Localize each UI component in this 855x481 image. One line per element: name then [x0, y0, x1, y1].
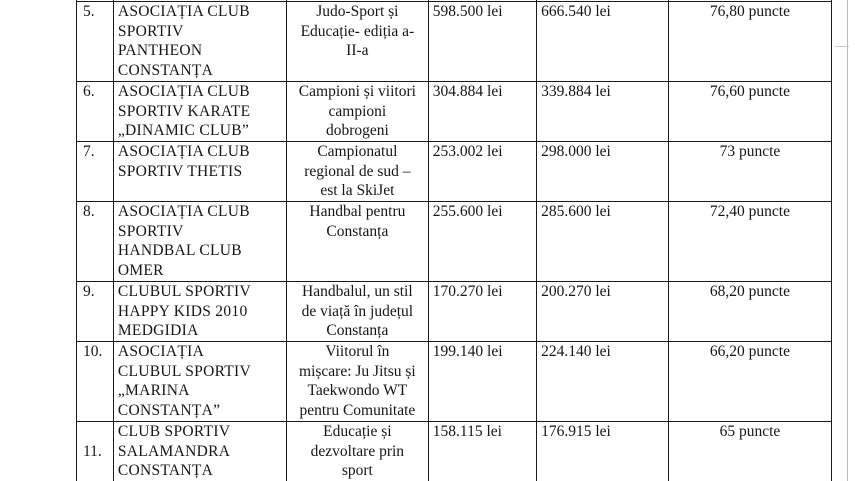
applicant-name: ASOCIAȚIA CLUB SPORTIV HANDBAL CLUB OMER [113, 202, 286, 282]
score: 72,40 puncte [668, 202, 831, 282]
total-value: 339.884 lei [537, 82, 669, 142]
amount-requested: 255.600 lei [428, 202, 536, 282]
project-title: Handbal pentru Constanța [286, 202, 428, 282]
row-number: 11. [77, 422, 114, 481]
total-value: 666.540 lei [537, 2, 669, 82]
applicant-name: ASOCIAȚIA CLUB SPORTIV THETIS [113, 142, 286, 202]
applicant-name: ASOCIAȚIA CLUBUL SPORTIV „MARINA CONSTANȚA” [113, 342, 286, 422]
amount-requested: 170.270 lei [428, 282, 536, 342]
total-value: 224.140 lei [537, 342, 669, 422]
table-row [77, 342, 832, 422]
score: 73 puncte [668, 142, 831, 202]
row-number: 9. [77, 282, 114, 342]
row-number: 8. [77, 202, 114, 282]
row-number: 7. [77, 142, 114, 202]
project-title: Judo-Sport și Educație- ediția a- II-a [286, 2, 428, 82]
table-row [77, 2, 832, 82]
project-title: Educație și dezvoltare prin sport [286, 422, 428, 481]
page-edge-mark [835, 46, 849, 47]
total-value: 285.600 lei [537, 202, 669, 282]
project-title: Campionatul regional de sud – est la SkiJet [286, 142, 428, 202]
amount-requested: 304.884 lei [428, 82, 536, 142]
project-title: Handbalul, un stil de viață în județul Constanța [286, 282, 428, 342]
amount-requested: 598.500 lei [428, 2, 536, 82]
table-row [77, 282, 832, 342]
amount-requested: 253.002 lei [428, 142, 536, 202]
score: 65 puncte [668, 422, 831, 481]
table-row [77, 82, 832, 142]
table-row [77, 202, 832, 282]
amount-requested: 199.140 lei [428, 342, 536, 422]
total-value: 298.000 lei [537, 142, 669, 202]
score: 66,20 puncte [668, 342, 831, 422]
amount-requested: 158.115 lei [428, 422, 536, 481]
page-edge [847, 0, 848, 481]
row-number: 5. [77, 2, 114, 82]
project-title: Campioni și viitori campioni dobrogeni [286, 82, 428, 142]
total-value: 176.915 lei [537, 422, 669, 481]
applicant-name: ASOCIAȚIA CLUB SPORTIV KARATE „DINAMIC CLUB” [113, 82, 286, 142]
table-row [77, 142, 832, 202]
applicant-name: ASOCIAȚIA CLUB SPORTIV PANTHEON CONSTANȚA [113, 2, 286, 82]
applicant-name: CLUBUL SPORTIV HAPPY KIDS 2010 MEDGIDIA [113, 282, 286, 342]
score: 76,60 puncte [668, 82, 831, 142]
total-value: 200.270 lei [537, 282, 669, 342]
score: 68,20 puncte [668, 282, 831, 342]
row-number: 6. [77, 82, 114, 142]
grant-results-table [76, 0, 832, 481]
score: 76,80 puncte [668, 2, 831, 82]
applicant-name: CLUB SPORTIV SALAMANDRA CONSTANȚA [113, 422, 286, 481]
project-title: Viitorul în mișcare: Ju Jitsu și Taekwondo WT pentru Comunitate [286, 342, 428, 422]
table-row [77, 422, 832, 481]
row-number: 10. [77, 342, 114, 422]
